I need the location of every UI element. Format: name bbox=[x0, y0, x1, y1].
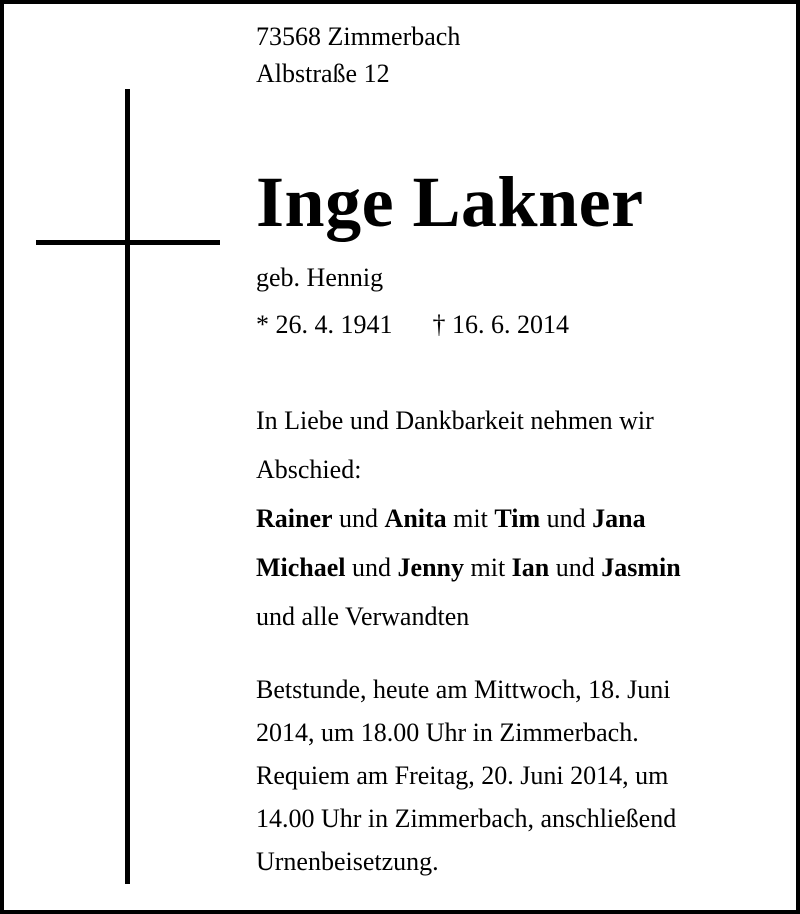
mourner-name: Michael bbox=[256, 553, 346, 582]
address-block bbox=[256, 18, 460, 92]
farewell-block bbox=[256, 396, 681, 641]
farewell-intro-line: Abschied: bbox=[256, 455, 362, 484]
conjunction: und bbox=[352, 553, 392, 582]
mourner-name: Tim bbox=[494, 504, 541, 533]
cross-horizontal-bar bbox=[36, 240, 220, 245]
conjunction: und bbox=[555, 553, 595, 582]
cross-vertical-bar bbox=[125, 89, 130, 884]
mourner-name: Rainer bbox=[256, 504, 333, 533]
mourner-name: Jasmin bbox=[601, 553, 681, 582]
deceased-name: Inge Lakner bbox=[256, 162, 644, 242]
address-street-line: Albstraße 12 bbox=[256, 59, 390, 88]
service-line: Betstunde, heute am Mittwoch, 18. Juni bbox=[256, 675, 671, 704]
maiden-name: geb. Hennig bbox=[256, 263, 384, 292]
family-line bbox=[256, 494, 681, 543]
address-postal-line: 73568 Zimmerbach bbox=[256, 22, 461, 51]
mourner-name: Jana bbox=[592, 504, 646, 533]
conjunction: mit bbox=[453, 504, 488, 533]
mourner-name: Ian bbox=[511, 553, 550, 582]
life-dates bbox=[256, 307, 569, 343]
service-line: Urnenbeisetzung. bbox=[256, 847, 439, 876]
service-line: 14.00 Uhr in Zimmerbach, anschließend bbox=[256, 804, 677, 833]
conjunction: und bbox=[339, 504, 379, 533]
farewell-intro-line: In Liebe und Dankbarkeit nehmen wir bbox=[256, 406, 654, 435]
mourner-name: Anita bbox=[384, 504, 447, 533]
farewell-closing-line: und alle Verwandten bbox=[256, 602, 470, 631]
mourner-name: Jenny bbox=[397, 553, 464, 582]
service-line: 2014, um 18.00 Uhr in Zimmerbach. bbox=[256, 718, 639, 747]
conjunction: und bbox=[546, 504, 586, 533]
service-line: Requiem am Freitag, 20. Juni 2014, um bbox=[256, 761, 669, 790]
service-details bbox=[256, 668, 676, 883]
conjunction: mit bbox=[470, 553, 506, 582]
family-line bbox=[256, 543, 681, 592]
death-date: † 16. 6. 2014 bbox=[432, 310, 569, 339]
birth-date: * 26. 4. 1941 bbox=[256, 310, 393, 339]
